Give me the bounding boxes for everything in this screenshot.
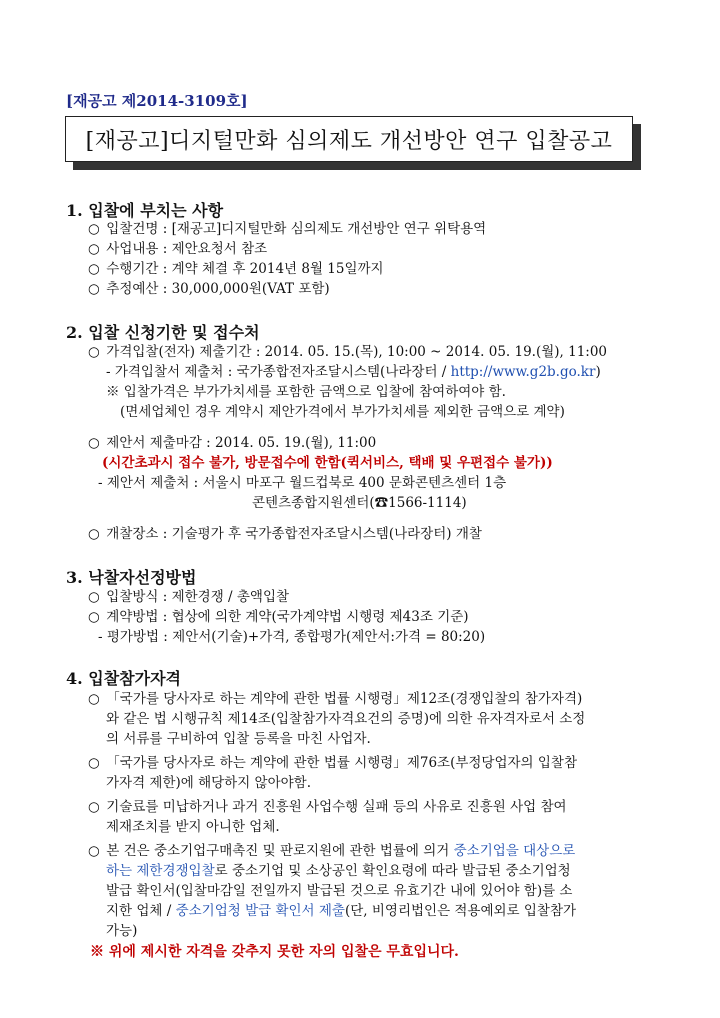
- price-bid-period: ○ 가격입찰(전자) 제출기간 : 2014. 05. 15.(목), 10:00 ~ 2014. 05. 19.(월), 11:00: [88, 344, 608, 360]
- qualification-1: ○ 「국가를 당사자로 하는 계약에 관한 법률 시행령」제12조(경쟁입찰의 참가자격): [88, 691, 583, 707]
- qualification-3: ○ 기술료를 미납하거나 과거 진흥원 사업수행 실패 등의 사유로 진흥원 사업 참여: [88, 799, 567, 815]
- qualification-1-cont: 와 같은 법 시행규칙 제14조(입찰참가자격요건의 증명)에 의한 유자격자로서 소정: [106, 711, 586, 727]
- proposal-deadline: ○ 제안서 제출마감 : 2014. 05. 19.(월), 11:00: [88, 435, 377, 451]
- qualification-4-cont: 발급 확인서(입찰마감일 전일까지 발급된 것으로 유효기간 내에 있어야 함)를 소: [106, 883, 573, 899]
- proposal-warning: (시간초과시 접수 불가, 방문접수에 한함(퀵서비스, 택배 및 우편접수 불가)): [102, 455, 553, 471]
- evaluation-method: - 평가방법 : 제안서(기술)+가격, 종합평가(제안서:가격 = 80:20): [98, 629, 486, 645]
- qualification-1-cont: 의 서류를 구비하여 입찰 등록을 마친 사업자.: [106, 731, 371, 747]
- list-item: ○ 입찰방식 : 제한경쟁 / 총액입찰: [88, 589, 290, 605]
- price-bid-place: - 가격입찰서 제출처 : 국가종합전자조달시스템(나라장터 / http://www.g2b.go.kr): [106, 364, 601, 380]
- section-2-heading: 2. 입찰 신청기한 및 접수처: [66, 323, 260, 342]
- qualification-4-cont: 지한 업체 / 중소기업청 발급 확인서 제출(단, 비영리법인은 적용예외로 입찰참가: [106, 903, 577, 919]
- note-vat: ※ 입찰가격은 부가가치세를 포함한 금액으로 입찰에 참여하여야 함.: [106, 384, 506, 400]
- note-tax-exempt: (면세업체인 경우 계약시 제안가격에서 부가가치세를 제외한 금액으로 계약): [120, 404, 565, 420]
- notice-number: [재공고 제2014-3109호]: [66, 92, 248, 110]
- proposal-place-contact: 콘텐츠종합지원센터(☎1566-1114): [252, 495, 467, 511]
- bid-opening: ○ 개찰장소 : 기술평가 후 국가종합전자조달시스템(나라장터) 개찰: [88, 526, 482, 542]
- list-item: ○ 수행기간 : 계약 체결 후 2014년 8월 15일까지: [88, 261, 384, 277]
- final-warning: ※ 위에 제시한 자격을 갖추지 못한 자의 입찰은 무효입니다.: [90, 944, 459, 960]
- qualification-4-cont: 가능): [106, 923, 138, 939]
- section-4-heading: 4. 입찰참가자격: [66, 669, 182, 688]
- title-box: [65, 116, 633, 162]
- qualification-4-cont: 하는 제한경쟁입찰로 중소기업 및 소상공인 확인요령에 따라 발급된 중소기업청: [106, 863, 571, 879]
- section-1-heading: 1. 입찰에 부치는 사항: [66, 201, 224, 220]
- list-item: ○ 사업내용 : 제안요청서 참조: [88, 241, 268, 257]
- qualification-2: ○ 「국가를 당사자로 하는 계약에 관한 법률 시행령」제76조(부정당업자의 입찰참: [88, 755, 578, 771]
- list-item: ○ 추정예산 : 30,000,000원(VAT 포함): [88, 281, 330, 297]
- page-title: [재공고]디지털만화 심의제도 개선방안 연구 입찰공고: [85, 128, 613, 154]
- list-item: ○ 계약방법 : 협상에 의한 계약(국가계약법 시행령 제43조 기준): [88, 609, 469, 625]
- section-3-heading: 3. 낙찰자선정방법: [66, 568, 197, 587]
- qualification-2-cont: 가자격 제한)에 해당하지 않아야함.: [106, 775, 312, 791]
- proposal-place: - 제안서 제출처 : 서울시 마포구 월드컵북로 400 문화콘텐츠센터 1층: [98, 475, 507, 491]
- list-item: ○ 입찰건명 : [재공고]디지털만화 심의제도 개선방안 연구 위탁용역: [88, 221, 487, 237]
- qualification-4: ○ 본 건은 중소기업구매촉진 및 판로지원에 관한 법률에 의거 중소기업을 대상으로: [88, 843, 576, 859]
- qualification-3-cont: 제재조치를 받지 아니한 업체.: [106, 819, 280, 835]
- g2b-link[interactable]: http://www.g2b.go.kr: [450, 364, 596, 380]
